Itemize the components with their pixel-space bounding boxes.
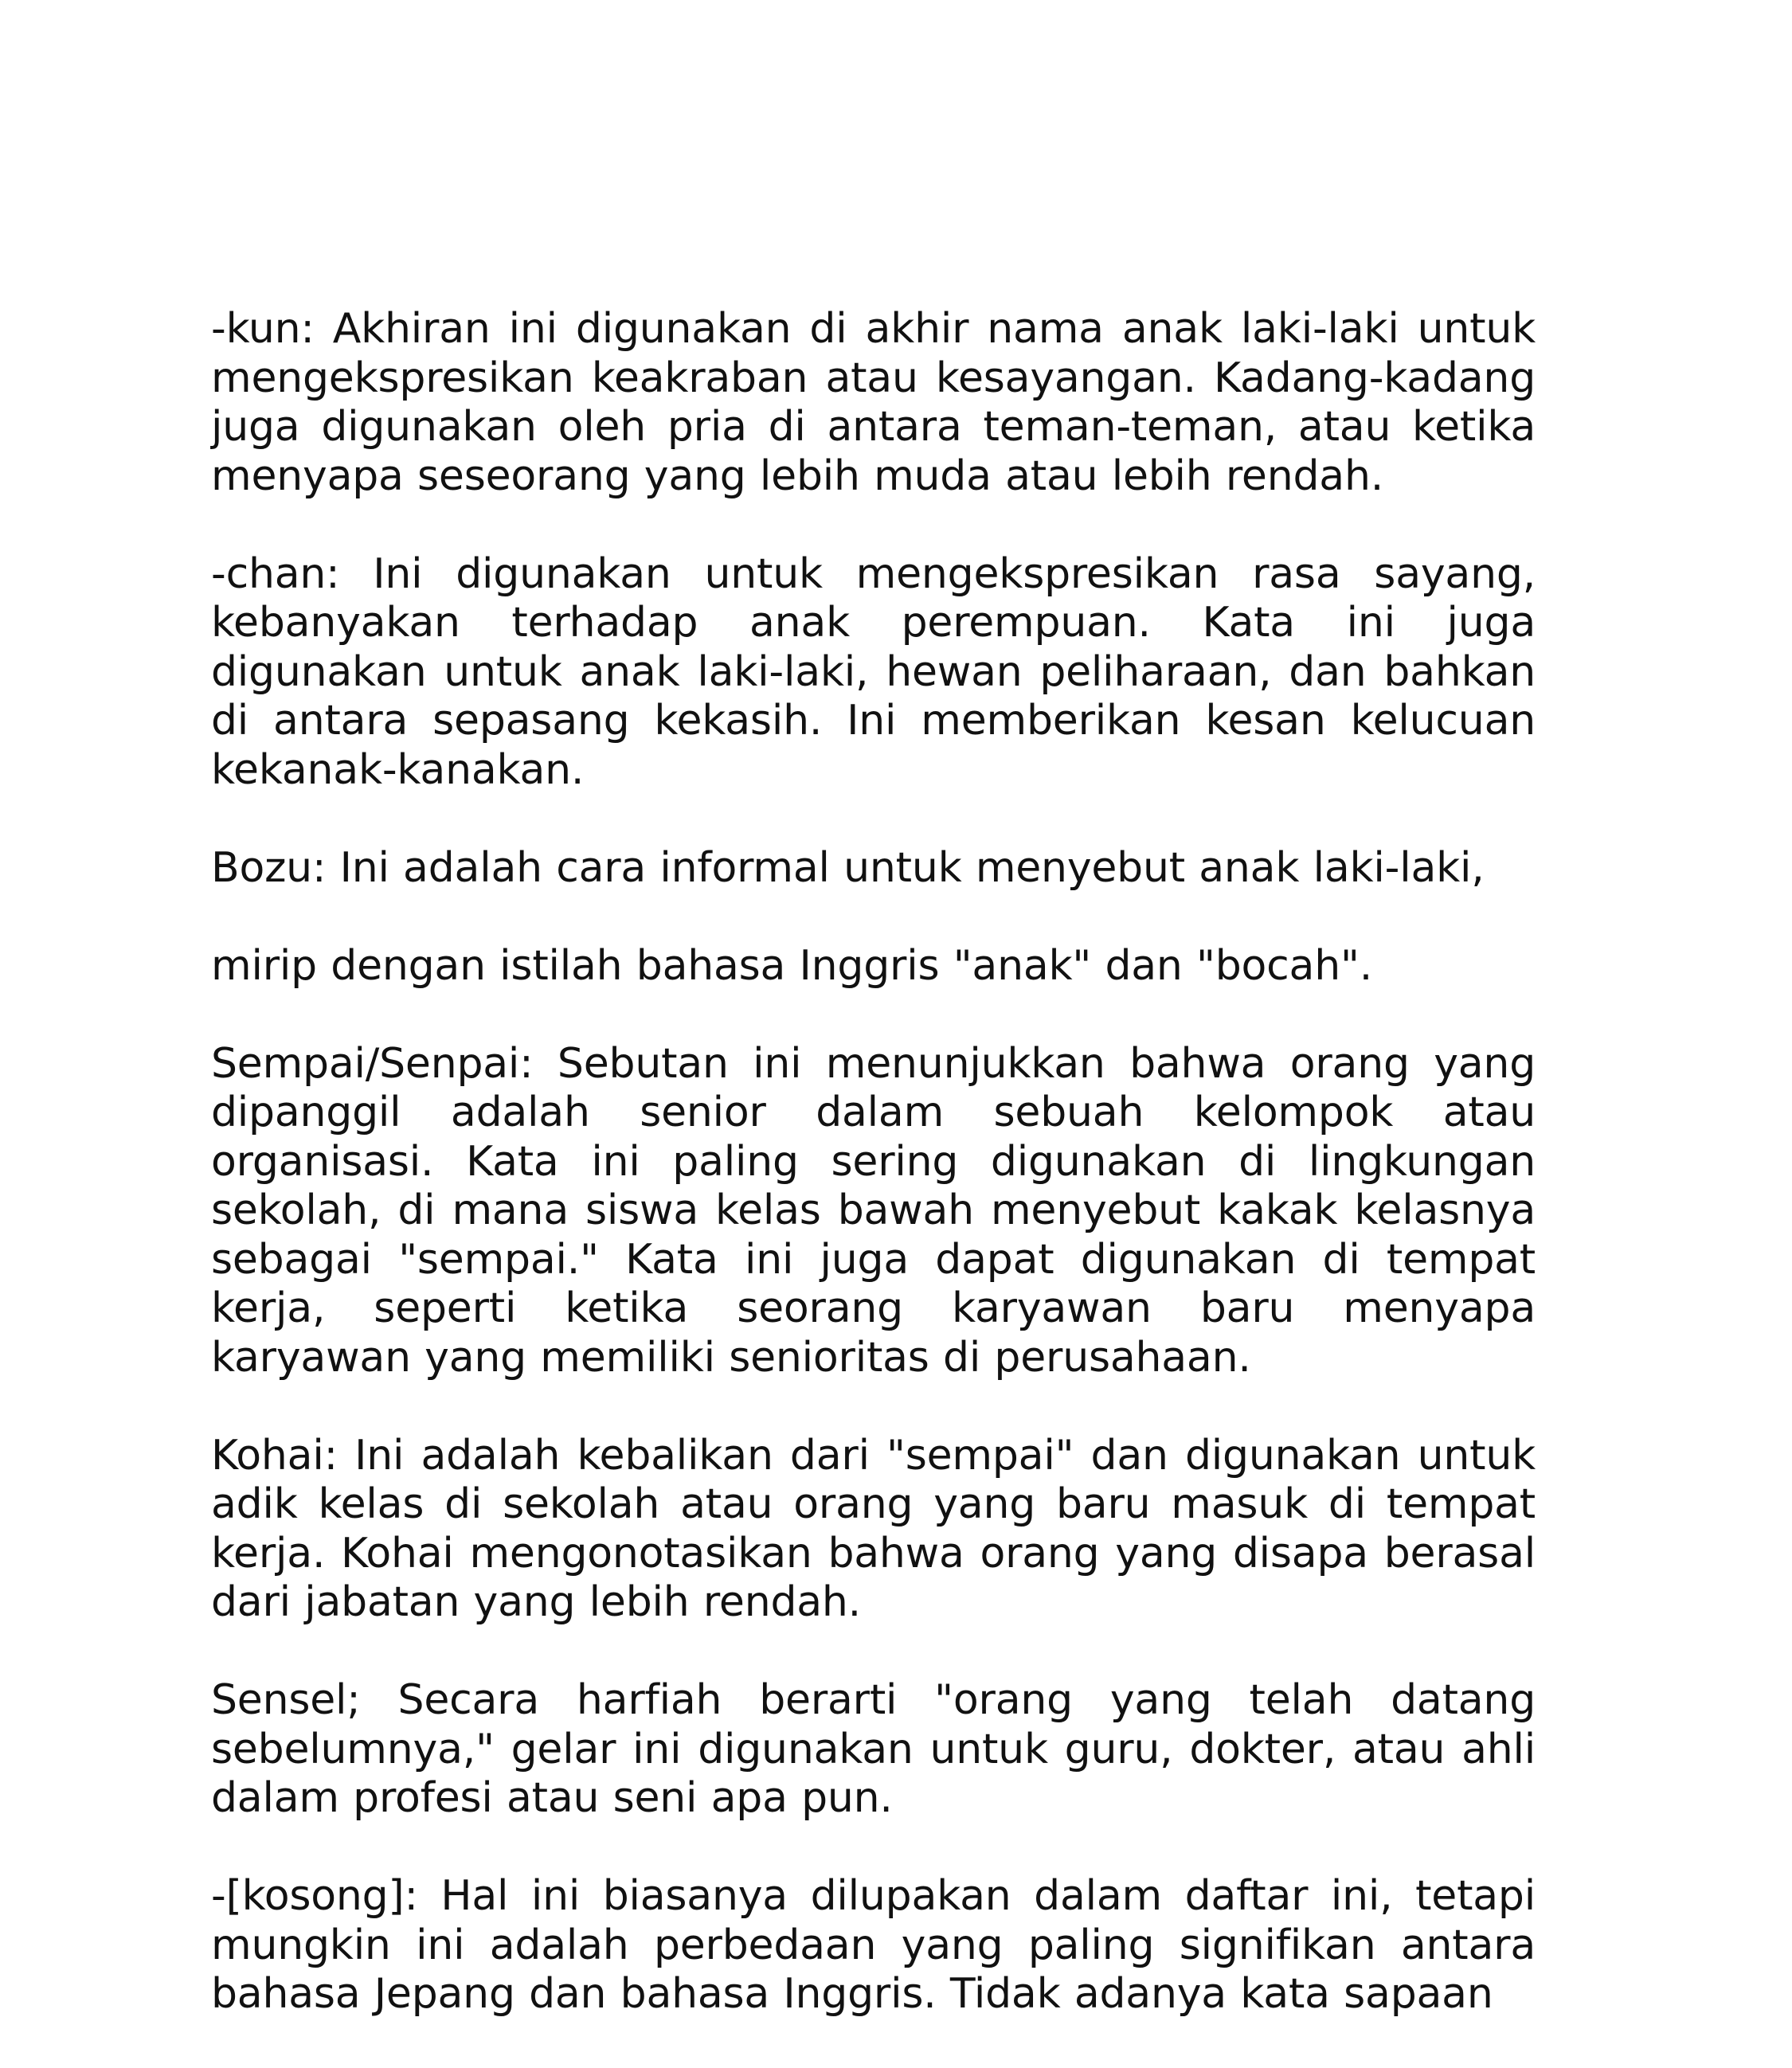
paragraph-kosong: -[kosong]: Hal ini biasanya dilupakan dalam daftar ini, tetapi mungkin ini adalah perbedaan yang paling signifikan antara bahasa Jepang dan bahasa Inggris. Tidak adanya kata sapaan [211, 1872, 1536, 2018]
paragraph-kun: -kun: Akhiran ini digunakan di akhir nama anak laki-laki untuk mengekspresikan keakraban atau kesayangan. Kadang-kadang juga digunakan oleh pria di antara teman-teman, atau ketika menyapa seseorang yang lebih muda atau lebih rendah. [211, 305, 1536, 500]
honorifics-text-column [211, 305, 1536, 2068]
paragraph-chan: -chan: Ini digunakan untuk mengekspresikan rasa sayang, kebanyakan terhadap anak perempuan. Kata ini juga digunakan untuk anak laki-laki, hewan peliharaan, dan bahkan di antara sepasang kekasih. Ini memberikan kesan kelucuan kekanak-kanakan. [211, 549, 1536, 794]
paragraph-sensei: Sensel; Secara harfiah berarti "orang yang telah datang sebelumnya," gelar ini digunakan untuk guru, dokter, atau ahli dalam profesi atau seni apa pun. [211, 1676, 1536, 1822]
paragraph-sempai: Sempai/Senpai: Sebutan ini menunjukkan bahwa orang yang dipanggil adalah senior dalam sebuah kelompok atau organisasi. Kata ini paling sering digunakan di lingkungan sekolah, di mana siswa kelas bawah menyebut kakak kelasnya sebagai "sempai." Kata ini juga dapat digunakan di tempat kerja, seperti ketika seorang karyawan baru menyapa karyawan yang memiliki senioritas di perusahaan. [211, 1039, 1536, 1382]
paragraph-bozu-continued: mirip dengan istilah bahasa Inggris "anak" dan "bocah". [211, 941, 1373, 990]
paragraph-kohai: Kohai: Ini adalah kebalikan dari "sempai" dan digunakan untuk adik kelas di sekolah atau orang yang baru masuk di tempat kerja. Kohai mengonotasikan bahwa orang yang disapa berasal dari jabatan yang lebih rendah. [211, 1431, 1536, 1626]
paragraph-bozu: Bozu: Ini adalah cara informal untuk menyebut anak laki-laki, [211, 843, 1485, 892]
